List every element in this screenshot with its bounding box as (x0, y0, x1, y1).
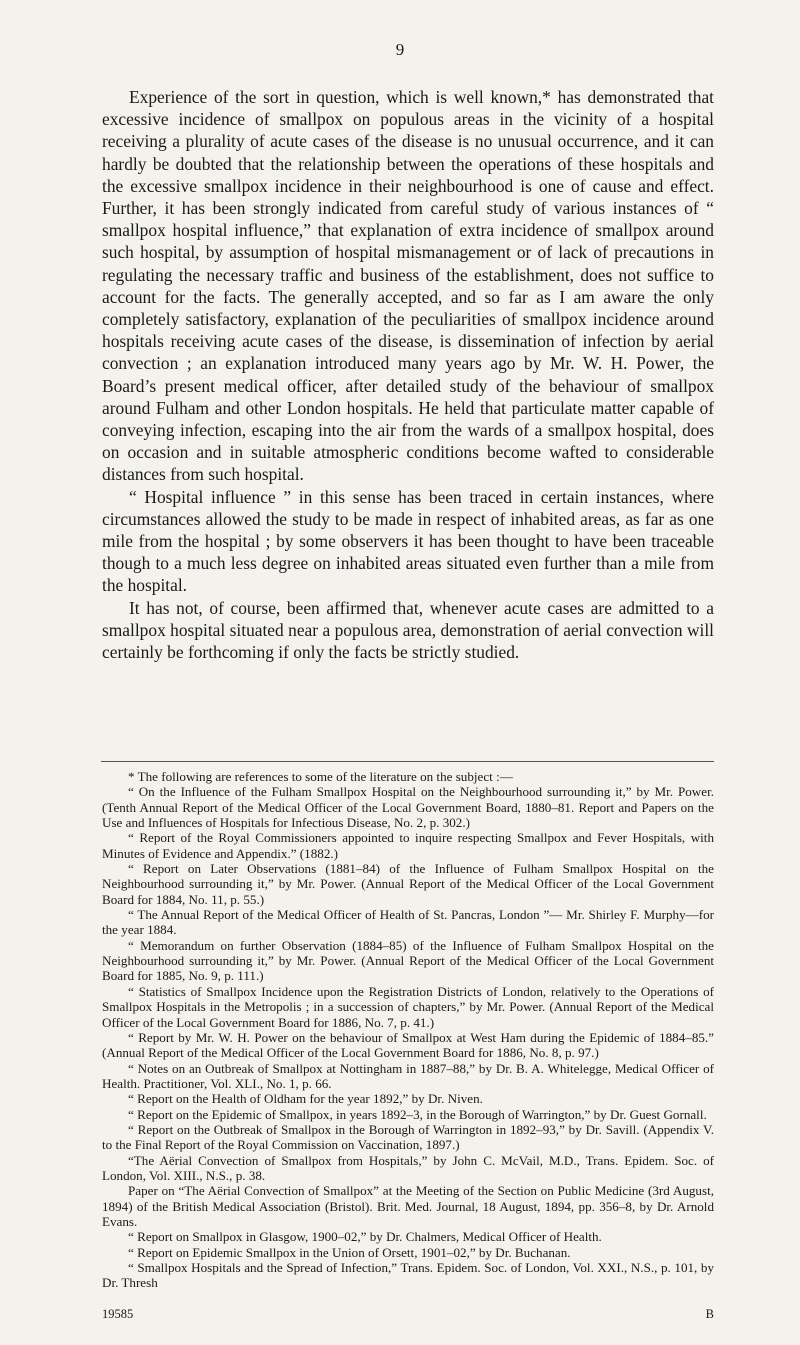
footnote-reference: “ Report on the Epidemic of Smallpox, in years 1892–3, in the Borough of Warrington,” by Dr. Guest Gornall. (128, 1106, 707, 1122)
footnote-reference: “ Statistics of Smallpox Incidence upon the Registration Districts of London, relatively to the Operations of Smallpox Hospitals in the Metropolis ; in a succession of chapters,” by Mr. Power. (Annual Report of the Medical Officer of the Local Government Board for 1886, No. 7, p. 41.) (102, 983, 714, 1030)
page-number: 9 (395, 40, 405, 59)
footnote-reference: “ Report on the Health of Oldham for the year 1892,” by Dr. Niven. (128, 1091, 483, 1107)
footnote-reference: “ Memorandum on further Observation (1884–85) of the Influence of Fulham Smallpox Hospital on the Neighbourhood surrounding it,” by Mr. Power. (Annual Report of the Medical Officer of the Local Government Board for 1885, No. 9, p. 111.) (102, 937, 714, 984)
main-text (102, 86, 714, 663)
footnote-reference: “ Report of the Royal Commissioners appointed to inquire respecting Smallpox and Fever Hospitals, with Minutes of Evidence and Appendix.” (1882.) (102, 830, 714, 861)
footnote-reference: “ Report on Later Observations (1881–84) of the Influence of Fulham Smallpox Hospital on the Neighbourhood surrounding it,” by Mr. Power. (Annual Report of the Medical Officer of the Local Government Board for 1884, No. 11, p. 55.) (102, 861, 714, 907)
body-paragraph: Experience of the sort in question, which is well known,* has demonstrated that excessive incidence of smallpox on populous areas in the vicinity of a hospital receiving a plurality of acute cases of the disease is no unusual occurrence, and it can hardly be doubted that the relationship between the operations of these hospitals and the excessive smallpox incidence in their neighbourhood is one of cause and effect. Further, it has been strongly indicated from careful study of various instances of “ smallpox hospital influence,” that explanation of extra incidence of smallpox around such hospital, by assumption of hospital mismanagement or of lack of precautions in regulating the necessary traffic and business of the establishment, does not suffice to account for the facts. The generally accepted, and so far as I am aware the only completely satisfactory, explanation of the peculiarities of smallpox incidence around hospitals receiving acute cases of the disease, is dissemination of infection by aerial convection ; an explanation introduced many years ago by Mr. W. H. Power, the Board’s present medical officer, after detailed study of the behaviour of smallpox around Fulham and other London hospitals. He held that particulate matter capable of conveying infection, escaping into the air from the wards of a smallpox hospital, does on occasion and in suitable atmospheric conditions become wafted to considerable distances from such hospital. (102, 87, 714, 485)
footnote-reference: “The Aërial Convection of Smallpox from Hospitals,” by John C. McVail, M.D., Trans. Epidem. Soc. of London, Vol. XIII., N.S., p. 38. (102, 1152, 714, 1183)
body-paragraph: “ Hospital influence ” in this sense has been traced in certain instances, where circumstances allowed the study to be made in respect of inhabited areas, as far as one mile from the hospital ; by some observers it has been thought to have been traceable though to a much less degree on inhabited areas situated even further than a mile from the hospital. (102, 486, 714, 596)
footnote-reference: “ Report on Epidemic Smallpox in the Union of Orsett, 1901–02,” by Dr. Buchanan. (128, 1244, 571, 1260)
footnote-reference: “ Report by Mr. W. H. Power on the behaviour of Smallpox at West Ham during the Epidemic of 1884–85.” (Annual Report of the Medical Officer of the Local Government Board for 1886, No. 8, p. 97.) (102, 1029, 714, 1061)
footnote-reference: Paper on “The Aërial Convection of Smallpox” at the Meeting of the Section on Public Medicine (3rd August, 1894) of the British Medical Association (Bristol). Brit. Med. Journal, 18 August, 1894, pp. 356–8, by Dr. Arnold Evans. (102, 1183, 714, 1229)
footnote-intro: * The following are references to some of the literature on the subject :— (128, 769, 513, 784)
footnote-reference: “ On the Influence of the Fulham Smallpox Hospital on the Neighbourhood surrounding it,” by Mr. Power. (Tenth Annual Report of the Medical Officer of the Local Government Board, 1880–81. Report and Papers on the Use and Influences of Hospitals for Infectious Disease, No. 2, p. 302.) (102, 784, 714, 831)
footnote-reference: “ Report on Smallpox in Glasgow, 1900–02,” by Dr. Chalmers, Medical Officer of Health. (128, 1229, 602, 1245)
print-code: 19585 (102, 1307, 134, 1321)
signature-mark: B (705, 1307, 714, 1321)
footnote-reference: “ Report on the Outbreak of Smallpox in the Borough of Warrington in 1892–93,” by Dr. Savill. (Appendix V. to the Final Report of the Royal Commission on Vaccination, 1897.) (102, 1121, 714, 1153)
footnote-reference: “ Notes on an Outbreak of Smallpox at Nottingham in 1887–88,” by Dr. B. A. Whitelegge, Medical Officer of Health. Practitioner, Vol. XLI., No. 1, p. 66. (102, 1060, 714, 1091)
footnote-reference: “ Smallpox Hospitals and the Spread of Infection,” Trans. Epidem. Soc. of London, Vol. XXI., N.S., p. 101, by Dr. Thresh (102, 1260, 714, 1291)
body-paragraph: It has not, of course, been affirmed that, whenever acute cases are admitted to a smallpox hospital situated near a populous area, demonstration of aerial convection will certainly be forthcoming if only the facts be strictly studied. (102, 597, 714, 663)
printer-signature (102, 1307, 714, 1322)
footnote-divider (101, 761, 714, 762)
footnotes (102, 769, 714, 1291)
footnote-reference: “ The Annual Report of the Medical Officer of Health of St. Pancras, London ”— Mr. Shirley F. Murphy—for the year 1884. (102, 907, 714, 938)
